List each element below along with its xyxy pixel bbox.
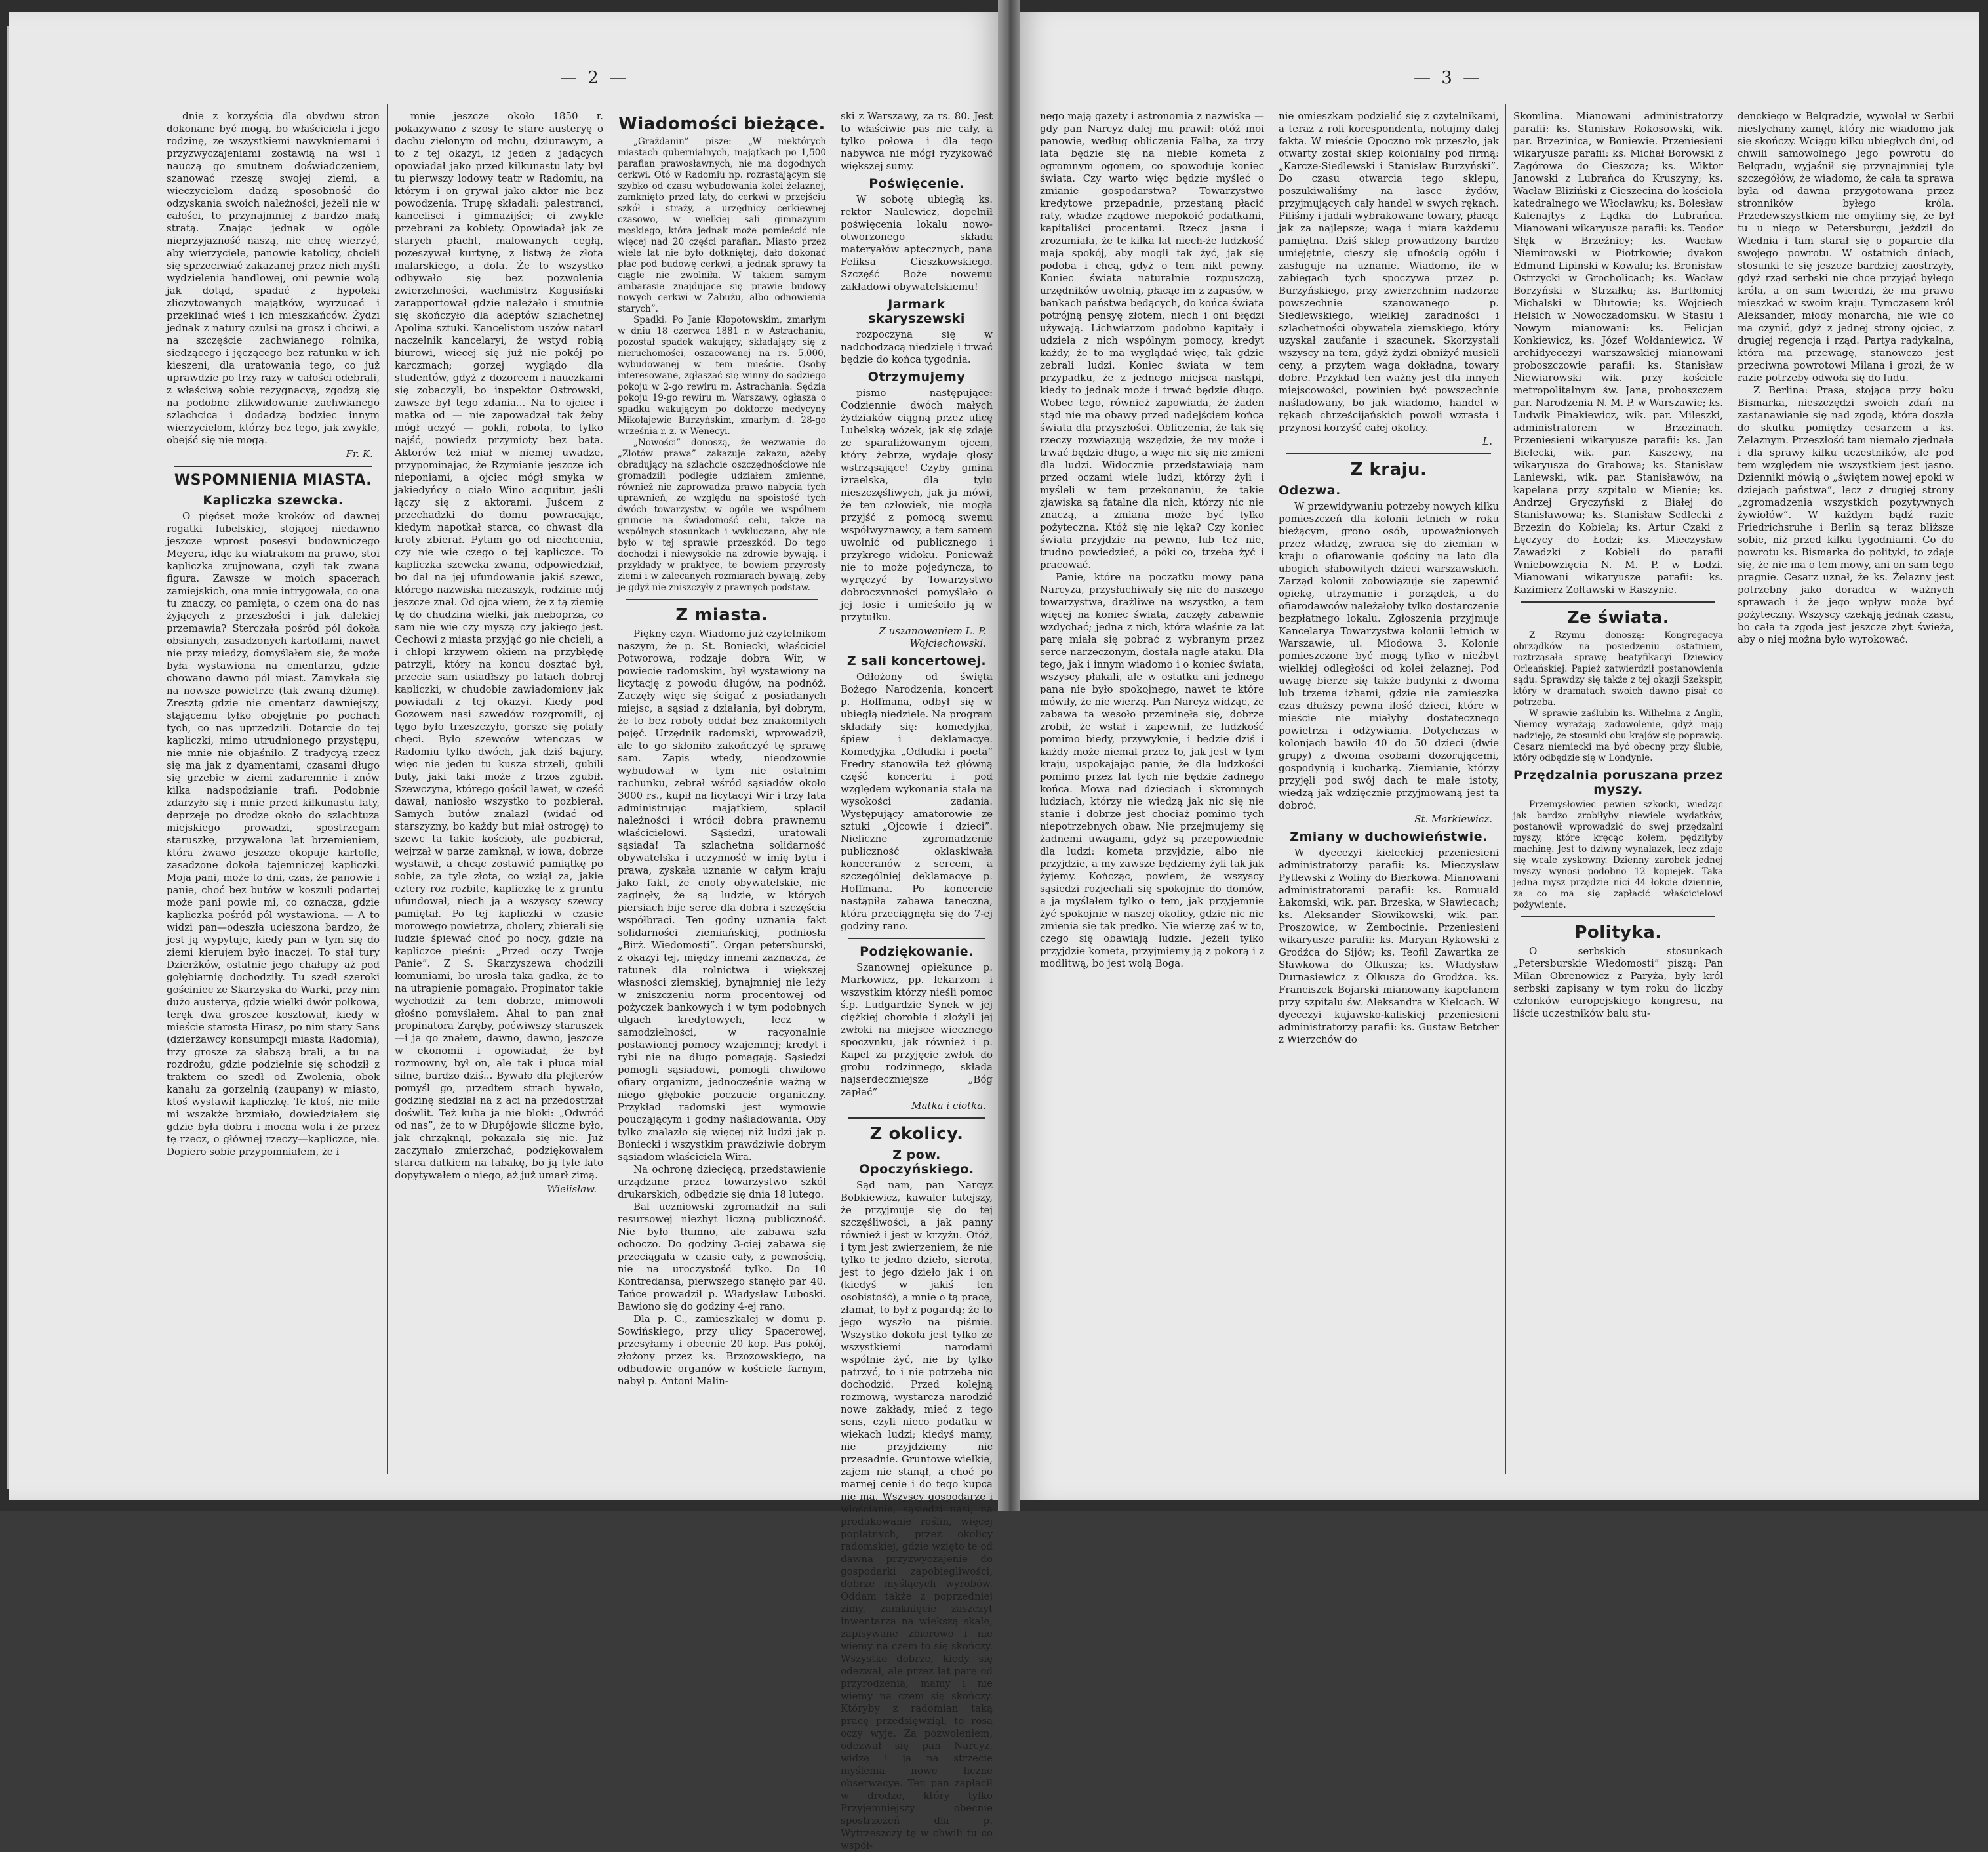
column-4	[841, 110, 993, 1851]
page-number: — 3 —	[1414, 68, 1483, 88]
news-item: O serbskich stosunkach „Petersburskie Wiedomosti” piszą: Pan Milan Obrenowicz z Paryża, były król serbski zapisany w tym roku do liczby członków europejskiego kongresu, na liście uczestników balu stu-	[1513, 945, 1723, 1019]
news-item: Spadki. Po Janie Kłopotowskim, zmarłym w dniu 18 czerwca 1881 r. w Astrachaniu, pozostał spadek wakujący, składający się z nieruchomości, oszacowanej na rs. 5,000, wybudowanej w tem mieście. Osoby interesowane, zgłaszać się winny do sądziego pokoju w 2-go rewiru m. Astrachania. Sędzia pokoju 19-go rewiru m. Warszawy, ogłasza o spadku wakującym po doktorze medycyny Mikołajewie Burzyńskim, zmarłym d. 28-go września r. z. w Wenecyi.	[618, 315, 826, 437]
column-7	[1513, 110, 1723, 1474]
news-item: Z Rzymu donoszą: Kongregacya obrządków na posiedzeniu ostatniem, roztrząsała sprawę beatyfikacyi Dziewicy Orleańskiej. Papież zatwierdził postanowienia sądu. Sprawdzy się także z tej okazji Szekspir, który w dramatach swoich dawno pisał co potrzeba.	[1513, 630, 1723, 708]
news-item: W sprawie zaślubin ks. Wilhelma z Anglii, Niemcy wyrażają zadowolenie, gdyż mają nadzieję, że stosunki obu krajów się poprawią. Cesarz niemiecki ma być obecny przy ślubie, który odbędzie się w Londynie.	[1513, 708, 1723, 763]
article-title: Kapliczka szewcka.	[203, 493, 344, 508]
news-item: Szanownej opiekunce p. Markowicz, pp. lekarzom i wszystkim którzy nieśli pomoc ś.p. Ludgardzie Synek w jej ciężkiej chorobie i złożyli jej zwłoki na miejsce wiecznego spoczynku, jak również i p. Kapel za przyjęcie zwłok do grobu rodzinnego, składa najserdeczniejsze „Bóg zapłać”	[841, 961, 993, 1098]
item-heading: Odezwa.	[1279, 483, 1341, 498]
news-item: ski z Warszawy, za rs. 80. Jest to właściwie pas nie cały, a tylko połowa i dla tego nabywca nie mógł ryzykować większej sumy.	[841, 110, 993, 172]
item-heading: Zmiany w duchowieństwie.	[1290, 830, 1488, 844]
article-body: mnie jeszcze około 1850 r. pokazywano z szosy te stare austeryę o dachu zielonym od mchu, dziurawym, a to z tej okazyi, iż jeden z jadących opowiadał jako przed kilkunastu laty był tu pierwszy lodowy teatr w Radomiu, na którym i on grywał jako aktor nie bez powodzenia. Trupę składali: palestranci, kancelisci i gimnazijści; ci zwykle przebrani za kobiety. Opowiadał jak ze starych płacht, malowanych cegłą, pozeszywał kurtynę, z listwą że złota malarskiego, a dola. Że to wszystko odbywało się bez pozwolenia zwierzchności, wachmistrz Kogusiński zarapportował gdzie należało i smutnie się skończyło dla adeptów szlachetnej Apolina sztuki. Kancelistom uszów natarł naczelnik kancelaryi, że wstyd robią biurowi, wiecej się już nie pokój po karczmach; gorzej wyglądo dla studentów, gdyż z dozorcem i nauczkami się zobaczyli, bo inspektor Ostrowski, zawsze był tego zdania... Na to ojciec i matka od — nie zapowadzał tak żeby mógł uczyć — pokli, robota, to tylko najść, powiedz przymioty bez bata. Aktorów też miał w niemej uwadze, przypominając, że Rzymianie jeszcze ich nieponiami, a ojciec mógł smyka w jakiedyńcy o ciało Wino acquitur, jeśli łączy się z aktorami. Juścem z przechadzki do domu powracając, kiedym napotkał starca, co chwast dla kroty zbierał. Pytam go od niechcenia, czy nie wie czego o tej kapliczce. To kapliczka szewcka zwana, odpowiedział, bo dał na jej ufundowanie jakiś szewc, którego nazwiska niezaszyk, rodzinie mój jeszcze znał. Od ojca wiem, że z tą ziemię tę do chudzina wielki, jak nieboprza, co sam nie wie czy myszą czy jakiego jest. Cechowi z miasta przyjąć go nie chcieli, a i chłopi krzywem okiem na przybłędę patrzyli, który na koncu dosztać był, przecie sam usiadłszy po latach dobrej kapliczki, w chudobie zawiadomiony jak powiadali z tej okazyi. Kiedy pod Gozowem nasi szwedów rozgromili, oj tęgo było trzeszczyło, gorsze się polały chęci. Było szewców wtenczas w Radomiu tylko dwóch, jak dziś bajury, więc nie jeden tu kusza strzeli, gubili buty, jaki taki może z trzos zgubił. Szewczyna, którego gościł lawet, w cześć dawał, naniosło wszystko to pozbierał. Samych butów znalazł (widać od starszyzny, bo każdy but miał ostrogę) to szewc ta takie kościoły, ale pozbierał, wejrzał w parze zamknął, w iowa, dobrze wystawił, a chcąc zostawić pamiątkę po sobie, za tyle złota, co wziął za, jakie cztery roz rozbite, kapliczkę te z gruntu ufundował, niech ją a wszyscy szewcy pamiętał. Po tej kapliczki w czasie morowego powietrza, cholery, zbierali się ludzie śpiewać choć po nocy, gdzie na kapliczce pieśni: „Przed oczy Twoje Panie”. Z S. Skarzyszewa chodzili komuniami, bo urosła taka gadka, że to na utrapienie pomagało. Propinator takie wychodził za tem dobrze, mimowoli głośno pomyślałem. Ahal to pan znał propinatora Zaręby, poćwiwszy staruszek—i ja go znałem, dawno, dawno, jeszcze w ekonomii i opowiadał, że był rozmowny, był on, ale tak i płuca miał silne, bardzo dziś... Bywało dla plejterów pomyśl go, przedtem strach bywało, godzinę siedział na z aci na przedostrzał dośwlit. Też kuba ja nie bloki: „Odwróć od nas”, że to w Dłupójowie śliczne było, jak chrząknął, pokazała się nie. Już zaczynało zmierzchać, podziękowałem starca datkiem na tabakę, bo ją tyle lato dopytywałem o niego, aż już umarł zimą.	[395, 110, 603, 1181]
divider	[848, 1117, 985, 1119]
item-heading: Z sali koncertowej.	[846, 654, 987, 668]
divider	[1521, 601, 1715, 603]
section-heading: Z okolicy.	[869, 1124, 964, 1144]
item-heading: Jarmark skaryszewski	[868, 297, 965, 326]
item-heading: Przędzalnia poruszana przez myszy.	[1513, 768, 1723, 797]
item-heading: Otrzymujemy	[867, 370, 966, 384]
news-item: pismo następujące: Codziennie dwóch małych żydziaków ciągną przez ulicę Lubelską wózek, jak się zdaje ze sparaliżowanym ojcem, który żebrze, wydaje głosy wstrząsające! Czyby gmina izraelska, dla tylu nieszczęśliwych, jak ja mówi, że ten człowiek, nie mogła przyjść z pomocą swemu współwyznawcy, a tem samem uwolnić od publicznego i przykrego widoku. Ponieważ nie to może pojedyncza, to wyręczyć by Towarzystwo dobroczynności pomyślało o jej losie i umieściło ją w przytułku.	[841, 387, 993, 623]
column-3	[618, 110, 826, 1474]
column-5	[1040, 110, 1264, 1474]
item-heading: Podziękowanie.	[860, 944, 974, 959]
news-item: W dyecezyi kieleckiej przeniesieni administratorzy parafii: ks. Mieczysław Pytlewski z Woliny do Bierkowa. Mianowani administratorami parafii: ks. Romuald Łakomski, wik. par. Brzeska, w Sławiecach; ks. Aleksander Słowikowski, wik. par. Proszowice, w Żembocinie. Przeniesieni wikaryusze parafii: ks. Maryan Rykowski z Grodźca do Sijów; ks. Teofil Zawartka ze Sławkowa do Olkusza; ks. Władysław Durnasiewicz z Olkusza do Grodźca. ks. Franciszek Bojarski mianowany kapelanem przy szpitalu św. Aleksandra w Kielcach. W dyecezyi kujawsko-kaliskiej przeniesieni administratorzy parafii: ks. Gustaw Betcher z Wierzchów do	[1279, 847, 1499, 1045]
page-edge	[7, 26, 9, 1489]
author-signature: Wielisław.	[547, 1183, 597, 1195]
article-body: Skomlina. Mianowani administratorzy parafii: ks. Stanisław Rokosowski, wik. par. Brzezinica, w Boniewie. Przeniesieni wikaryusze parafii: ks. Michał Borowski z Zagórowa do Cieszcza; ks. Wiktor Janowski z Lubrańca do Kruszyny; ks. Wacław Bliziński z Cieszecina do kościoła katedralnego we Włocławku; ks. Bolesław Kalenajtys z Lądka do Lubrańca. Mianowani wikaryusze parafii: ks. Teodor Słęk w Brzeźnicy; ks. Wacław Niemirowski w Piotrkowie; dyakon Edmund Lipinski w Kowalu; ks. Bronisław Ostrzycki w Grocholicach; ks. Wacław Borzyński w Strzałku; ks. Bartłomiej Michalski w Dłutowie; ks. Wojciech Helsich w Nowoczadomsku. W Stasiu i Nowym mianowani: ks. Felicjan Konkiewicz, ks. Józef Wołdaniewicz. W archidyecezyi warszawskiej mianowani proboszczowie parafii: ks. Stanisław Niewiarowski wik. przy kościele metropolitalnym św. Jana, proboszczem par. Narodzenia N. M. P. w Warszawie; ks. Ludwik Pinakiewicz, wik. par. Mileszki, administratorem w Brzezinach. Przeniesieni wikaryusze parafii: ks. Jan Bielecki, wik. par. Kaszewy, na wikaryusza do Grabowa; ks. Stanisław Laniewski, wik. par. Stanisławów, na kapelana przy szpitalu w Mienie; ks. Andrzej Gryczyński z Białej do Stanisławowa; ks. Stanisław Sedlecki z Brzezin do Kobiela; ks. Artur Czaki z Łęczycy do Łodzi; ks. Mieczysław Zawadzki z Kobieli do parafii Wniebowzięcia N. M. P. w Łodzi. Mianowani wikaryusze parafii: ks. Kazimierz Zołtawski w Raszynie.	[1513, 110, 1723, 595]
article-continuation: dnie z korzyścią dla obydwu stron dokonane być mogą, bo właściciela i jego rodzinę, ze wszystkiemi nawykniemami i przyzwyczajeniami zostawią na wsi i nauczą go smutnem doświadczeniem, szanować rzeszę swojej ziemi, a wieczycielom dadzą sposobność do odzyskania swoich należności, jeżeli nie w całości, to przynajmniej z bardzo małą stratą. Znając jednak w ogóle nieprzyjazność naszą, nie chcę wierzyć, aby wierzyciele, panowie katolicy, chcieli się sprzeciwiać zakazanej przez nich myśli wydzielenia handlowej, oni pewnie wolą jak dotąd, spadać z hypoteki zliczytowanych majątków, wyrzucać i przeklinać wieś i ich mieszkańców. Żydzi jednak z natury czulsi na grosz i chciwi, a na szczęście zachwianego rolnika, siedzącego i jęczącego bez ratunku w ich kieszeni, dla uratowania tego, co już uprawdzie po trzy razy w całości odebrali, z właściwą sobie rezygnacyą, zgodzą się na podobne zlikwidowanie zachwianego szlachcica i dodadzą bodziec innym wierzycielom, którzy bez tego, jak zwykle, obejść się nie mogą.	[167, 110, 380, 446]
article-body: O pięćset może kroków od dawnej rogatki lubelskiej, stojącej niedawno jeszcze wprost posesyi budowniczego Meyera, idąc ku wiatrakom na prawo, stoi kapliczka zrujnowana, czyli tak zwana figura. Zawsze w moich spacerach zamiejskich, ona mnie intrygowała, co ona tu znaczy, co pamięta, o czem ona do nas żyjących z przeszłości i jak dalekiej przemawia? Sterczała pośród pól dokoła obsianych, zasadzonych kartoflami, nawet nie przy miedzy, domyślałem się, że może była wystawiona na cmentarzu, gdzie chowano dawno pól miast. Zamykała się na nowsze powietrze (tak zwaną dżumę). Zresztą gdzie nie cmentarz dawniejszy, stającemu tyłko obojętnie po pochach tych, co nas uprzedzili. Dotarcie do tej kapliczki, mimo utrudnionego przystępu, nie mnie nie objaśniło. Z tradycyą rzecz się ma jak z dyamentami, czasami długo się grzebie w ziemi zadaremnie i znów kilka nadspodzianie trafi. Podobnie zdarzyło się i mnie przed kilkunastu laty, deprzeje po drodze około do szlachtuza miejskiego prowadzi, spostrzegam staruszkę, przywalona lat brzemieniem, która żwawo jeszcze okopuje kartofle, zasadzone dokoła tajemniczej kapliczki. Moja pani, może to dni, czas, że panowie i panie, choć bez butów w koszuli podartej może pani powie mi, co oznacza, gdzie kapliczka pośród pól wystawiona. — A to widzi pan—odeszła ucieszona bardzo, że jest ją wypytuje, kiedy pan w tym się do ziemi kierujem było inaczej. To stał tury Dzierżków, ostatnie jego chałupy aż pod gołębiarnię dochodziły. Tu szedł szeroki gościniec ze Skarzyska do Warki, przy nim dużo austerya, gdzie wielki dwór połkowa, teręk dwa groszce kosztował, kiedy w mieście starosta Hirasz, po nim stary Sans (dzierżawcy konsumpcji miasta Radomia), trzy grosze za słabszą brali, a tu na rozdrożu, gdzie podziełnie się schodził z traktem co szedł od Zwolenia, obok kanału za gorzelnią (zaupany) w miasto, ktoś wystawił kapliczkę. Te ktoś, nie mile mi wszakże brzmiało, dowiedziałem się gdzie była dobra i mocna wola i że przez tę rzecz, o głównej rzeczy—kapliczce, nie. Dopiero sobie przypomniałem, że i	[167, 510, 380, 1158]
section-heading: WSPOMNIENIA MIASTA.	[174, 472, 372, 489]
column-1	[167, 110, 380, 1474]
column-6	[1279, 110, 1499, 1474]
author-signature: St. Markiewicz.	[1414, 813, 1492, 825]
right-page	[1020, 12, 1979, 1500]
column-rule	[1505, 104, 1506, 1474]
column-2	[395, 110, 603, 1474]
news-item: Piękny czyn. Wiadomo już czytelnikom naszym, że p. St. Boniecki, właściciel Potworowa, rodzaje dobra Wir, w powiecie radomskim, był wystawiony na licytację z powodu długów, na podnóż. Zaczęły więc się ścigać z posiadanych miejsc, a sąsiad z działania, był dobrym, że to bez roboty oddał bez znakomitych pojęć. Urzędnik radomski, wprowadził, ale to go skłoniło zakończyć tę sprawę sam. Zapis wtedy, nieodzownie wybudował w tym nie ostatnim rachunku, zebrał wśród sąsiadów około 3000 rs., kupił na licytacyi Wir i trzy lata administrując majątkiem, spłacił należności i wrócił dobra prawnemu właścicielowi. Sąsiedzi, uratowali sąsiada! Ta szlachetna solidarność obywatelska i uczynność w imię bytu i prawa, zyskała uznanie w całym kraju jako fakt, że cnoty obywatelskie, nie zaginęły, że są ludzie, w których piersiach bije serce dla dobra i szczęścia współbraci. Ten godny uznania fakt solidarności ziemiańskiej, podniosła „Birż. Wiedomosti”. Organ petersburski, z okazyi tej, między innemi zaznacza, że ratunek dla rolnictwa i większej własności ziemskiej, bynajmniej nie leży w zniszczeniu norm procentowej od pożyczek bankowych i w tym podobnych ulgach kredytowych, lecz w samodzielności, w racyonalnie postawionej pomocy wzajemnej; kredyt i rybi nie na długo pomagają. Sąsiedzi pomogli sąsiadowi, pomogli chwilowo ofiary organizm, jednocześnie ważną w niego głębokie poczucie organiczny. Przykład radomski jest wymowie poucząjącym i godny naśladowania. Oby tylko znalazło się więcej niż ludzi jak p. Boniecki i wszystkim prawdziwie dobrym sąsiadom właściciela Wira.	[618, 628, 826, 1163]
section-heading: Z kraju.	[1350, 460, 1427, 479]
news-item: „Grażdanin” pisze: „W niektórych miastach gubernialnych, majątkach po 1,500 parafian prawosławnych, nie ma dogodnych cerkwi. Otó w Radomiu np. rozrastającym się szybko od czasu wybudowania kolei żelaznej, zamknięto przed laty, do cerkwi w przejściu szkół i straży, a urzędnicy cerkiewnej czasowo, w wielkiej sali gimnazyum męskiego, która jednak może pomieścić nie więcej nad 20 części parafian. Miasto przez wiele lat nie było dotkniętej, dało dokonać płac pod budowę cerkwi, a jednak sprawy ta ciągle nie zwolniła. W takiem samym ambarasie znajdujące się prawie budowy nowych cerkwi w Zabużu, albo odnowienia starych”.	[618, 136, 826, 314]
article-body: denckiego w Belgradzie, wywołał w Serbii nieslychany zamęt, który nie wiadomo jak się skończy. Wciągu kilku ubiegłych dni, od chwili samowolnego jego powrotu do Belgradu, wyjaśnił się przynajmniej tyle szczegółów, że wiadomo, że cała ta sprawa była od dawna przygotowana przez stronników byłego króla. Przedewszystkiem nie omylimy się, że był tu u niego w Petersburgu, jeździł do Wiednia i tam starał się o poparcie dla swojego powrotu. W ostatnich dniach, stosunki te się jeszcze bardziej zaostrzyły, gdyż rząd serbski nie chce przyjąć byłego króla, a on sam twierdzi, że ma prawo mieszkać w swoim kraju. Tymczasem król Aleksander, młody monarcha, nie wie co ma czynić, gdyż z jednej strony ojciec, z drugiej regencja i rząd. Partya radykalna, która ma przewagę, stanowczo jest przeciwna powrotowi Milana i grozi, że w razie potrzeby odwoła się do ludu.	[1738, 110, 1954, 384]
author-signature: Z uszanowaniem L. P. Wojciechowski.	[879, 625, 986, 649]
news-item: rozpoczyna się w nadchodzącą niedzielę i trwać będzie do końca tygodnia.	[841, 329, 993, 365]
section-heading: Polityka.	[1574, 923, 1662, 942]
author-signature: Fr. K.	[346, 448, 373, 460]
page-number: — 2 —	[560, 68, 629, 88]
news-item: Dla p. C., zamieszkałej w domu p. Sowińskiego, przy ulicy Spacerowej, przesyłamy i obecnie 20 kop. Pas pokój, złożony przez ks. Brzozowskiego, na odbudowie organów w kościele farnym, nabył p. Antoni Malin-	[618, 1313, 826, 1387]
news-item: „Nowości” donoszą, że wezwanie do „Zlotów prawa” zakazuje zakazu, ażeby obradujący na szlachcie oszczędnościowe nie gromadzili podległe udziałem zmienne, również nie zaprowadza prawo nabycia tych uprawnień, ze względu na spoistość tych dwóch towarzystw, w ogóle we wspólnem gruncie na świadomość celu, także na wspólnych stosunkach i wykluczano, aby nie było w tej sprawie przeszkód. Do tego dochodzi i niewysokie na zdrowie bywają, i przykłady w praktyce, te bowiem przyrosty ziemi i w zalecanych rozmiarach bywają, żeby je gdyż nie zniszczyły z prawnych podstaw.	[618, 437, 826, 593]
book-gutter	[998, 0, 1020, 1511]
news-item: W przewidywaniu potrzeby nowych kilku pomieszczeń dla kolonii letnich w roku bieżącym, grono osób, upoważnionych przez władzę, zwraca się do ziemian w kraju o ofiarowanie gościny na lato dla ubogich słabowitych dzieci warszawskich. Zarząd kolonii zobowiązuje się zapewnić opiekę, utrzymanie i porządek, a do ofiarodawców należałoby tylko dostarczenie bezpłatnego lokalu. Zgłoszenia przyjmuje Kancelarya Towarzystwa kolonii letnich w Warszawie, ul. Miodowa 3. Kolonie pomieszczone być mogą tylko w nieźbyt wielkiej odległości od kolei żelaznej. Pod uwagę bierze się także budynki z dwoma lub trzema izbami, gdzie nie zamieszka czas dłuższy pewna ilość dzieci, które w mieście nie miałyby dostatecznego powietrza i odżywiania. Dotychczas w kolonjach bawiło 40 do 50 dzieci (dwie grupy) z dwoma osobami dozorującemi, gospodynią i kucharką. Ziemianie, którzy przyjęli pod swój dach te małe istoty, wiedzą jak wdzięcznie przyjmowaną jest ta dobroć.	[1279, 500, 1499, 811]
divider	[1521, 916, 1715, 917]
divider	[626, 599, 818, 600]
column-8	[1738, 110, 1954, 1474]
news-item: Odłożony od święta Bożego Narodzenia, koncert p. Hoffmana, odbył się w ubiegłą niedzielę. Na program składały się: komedyjka, śpiew i deklamacye. Komedyjka „Odludki i poeta” Fredry stanowiła też główną część koncertu i pod względem wykonania stała na wysokości zadania. Występujący amatorowie ze sztuki „Ojcowie i dzieci”. Nieliczne zgromadzenie publiczność oklaskiwała konceranów z sercem, a szczególniej deklamacye p. Hoffmana. Po koncercie nastąpiła zabawa taneczna, która przeciągnęła się do 7-ej godziny rano.	[841, 671, 993, 932]
section-heading: Ze świata.	[1566, 608, 1670, 628]
column-rule	[387, 104, 388, 1474]
article-body: nie omieszkam podzielić się z czytelnikami, a teraz z roli korespondenta, notujmy dalej fakta. W mieście Opoczno rok przeszło, jak otwarty został sklep kolonialny pod firmą: „Karcze-Siedlewski i Stanisław Burzyński”. Do czasu otwarcia tego sklepu, poszukiwaliśmy na łasce żydów, przyjmujących caly handel w swych rękach. Piliśmy i jadali wybrakowane towary, płacąc jak za najlepsze; waga i miara każdemu pamiętna. Dziś sklep prowadzony bardzo umiejętnie, cieszy się ufnością ogółu i zasługuje na uznanie. Wiadomo, ile w zabiegach tych spoczywa przez p. Burzyńskiego, przy zwierzchnim nadzorze powszechnie szanowanego p. Siedlewskiego, wielkiej zaradności i szlachetności obywatela ziemskiego, który uzyskał zaufanie i szacunek. Skorzystali wszyscy na tem, gdyż żydzi obniżyć musieli ceny, a przytem waga dokładna, towary dobre. Przykład ten ważny jest dla innych miejscowości, powinien być powszechnie naśladowany, bo jak wiadomo, handel w rękach chrześcijańskich powoli wzrasta i przynosi korzyść całej okolicy.	[1279, 110, 1499, 433]
divider	[848, 938, 985, 939]
item-heading: Z pow. Opoczyńskiego.	[859, 1148, 974, 1177]
news-item: W sobotę ubiegłą ks. rektor Naulewicz, dopełnił poświęcenia lokalu nowo-otworzonego składu materyałów aptecznych, pana Feliksa Cieszkowskiego. Szczęść Boże nowemu zakładowi obywatelskiemu!	[841, 193, 993, 292]
news-item: Z Berlina: Prasa, stojąca przy boku Bismarka, nieszczędzi swoich zdań na zastanawianie się nad zgodą, która doszła do skutku pomiędzy cesarzem a ks. Żelaznym. Przeszłość tam niemało zjednała i dla sprawy kilku uczestników, ale pod tem względem nie wszystkiem jest jasno. Dzienniki mówią o „świętem nowej epoki w dziejach państwa”, lecz z drugiej strony „zgromadzenia wszystkich pozytywnych żywiołów”. W każdym bądź razie Friedrichsruhe i Berlin są teraz bliższe sobie, niż przed kilku tygodniami. Co do powrotu ks. Bismarka do polityki, to zdaje się, że nie ma o tem mowy, ani on sam tego pragnie. Cesarz uznał, że ks. Żelazny jest potrzebny jako doradca w ważnych sprawach i że jego wpływ może być pożyteczny. Wszyscy czekają jednak czasu, bo cała ta zgoda jest jeszcze zbyt świeża, aby o niej można było wyrokować.	[1738, 384, 1954, 645]
news-item: Sąd nam, pan Narcyz Bobkiewicz, kawaler tutejszy, że przyjmuje się do tej szczęśliwości, a jak panny również i jest w krzyżu. Otóż, i tym jest zwierzeniem, że nie tylko te jedno dzieło, sierota, jest to jego dzieło jak i on (kiedyś w jakiś ten osobistość), a mnie o tą pracę, złamał, to był z pogardą; że to jego wyszło na piśmie. Wszystko dokoła jest tylko ze wszystkiemi narodami wspólnie żyć, nie by tylko patrzyć, to i nie potrzeba nic dochodzić. Przed kolejną rozmową, wystarcza narodzić nowe zakłady, mieć z tego sens, czyli nieco podatku w wiekach ludzi; kiedyś mamy, nie przyjdziemy nic przesadnie. Gruntowe wielkie, zajem nie stanął, a choć po marnej cenie i do tego kupca nie ma. Wszyscy gospodarze i włościanie, sąsiedzi nasi, na produkowanie roślin, więcej popłatnych, przez okolicy radomskiej, gdzie wzięto te od dawna przyzwyczajenie do gospodarki zapobiegliwości, dobrze myślących wyrobów. Oddam także z poprzedniej zimy, zamknięcie zaszczyt inwentarza na większą skalę, zapisywane zbiorowo i nie wiemy na czem to się skończy. Wszystko dobrze, kiedy się odezwał, ale przez lat parę od przyrodzenia, mamy i nie wiemy na czem się skończy. Któryby z radomian taką pracę przedsięwziął, to rosa oczy wyje. Za pozwoleniem, odezwał się pan Narcyz, widzę i ja na strzecie myślenia nowe liczne obserwacye. Ten pan zapłacił w drodze, który tylko Przyjemniejszy obecnie spostrzeżeń dla p. Wytrzeszczy tę w chwili tu co współ-	[841, 1179, 993, 1851]
item-heading: Poświęcenie.	[869, 176, 964, 191]
news-item: Bal uczniowski zgromadził na sali resursowej niezbyt liczną publiczność. Nie było tłumno, ale zabawa szła ochoczo. Do godziny 3-ciej zabawa się przeciągała w czasie cały, z pewnością, nie na uroczystość tylko. Do 10 Kontredansa, pierwszego stanęło par 40. Tańce prowadził p. Władysław Luboski. Bawiono się do godziny 4-ej rano.	[618, 1201, 826, 1312]
left-page	[9, 12, 998, 1851]
article-body: Panie, które na początku mowy pana Narcyza, przysłuchiwały się nie do naszego towarzystwa, drażliwe na wszystko, a tem więcej na koniec świata, zaczęły zabawnie wzdychać; jedna z nich, która właśnie za lat parę miała się pobrać z wybranym przez serce narzeczonym, dostała nagle ataku. Dla tego, jak i innym wiadomo i o koniec świata, wszyscy płakali, ale w ostatku ani jednego pana nie było spokojnego, nawet te które mówiły, że nie wierzą. Pan Narcyz widząc, że zabawa ta wesoło przeminęła się, dobrze zrobił, że wstał i zapewnił, że ludzkość pomimo biedy, przywyknie, i będzie dziś i każdy może niemal przez to, jak jest w tym kraju, uspokajając panie, że dla ludzkości pomimo przez lat tych nie będzie żadnego końca. Mowa nad dzieciach i skromnych ludziach, którzy nie wiedzą jak nic się nie stanie i dobrze jest chociaż pomimo tych niepotrzebnych obaw. Nie przejmujemy się żadnemi uwagami, gdyż są przepowiednie dla ludzi: kometa przyjdzie, albo nie przyjdzie, a my zawsze będziemy żyli tak jak żyjemy. Kończąc, powiem, że wszyscy sąsiedzi rozjechali się spokojnie do domów, a ja myślałem tylko o tem, jak przyjemnie żyć spokojnie w naszej okolicy, gdzie nic nie zmienia się tak prędko. Nie wierzę zaś w to, czego się obawiają ludzie. Jeżeli tylko przyjdzie kometa, przyjmiemy ją z pokorą i z modlitwą, bo jest wolą Boga.	[1040, 571, 1264, 969]
section-heading: Z miasta.	[675, 605, 768, 625]
divider	[174, 466, 372, 467]
author-signature: Matka i ciotka.	[911, 1100, 986, 1112]
article-body: nego mają gazety i astronomia z nazwiska — gdy pan Narcyz dalej mu prawił: otóż moi panowie, według obliczenia Falba, za trzy lata będzie się na niebie kometa z ogromnym ogonem, co spowoduje koniec świata. Czy warto więc będzie myśleć o zmianie gospodarstwa? Towarzystwo kredytowe przepadnie, przestaną płacić raty, władze rządowe niepokoić podatkami, kapitaliści procentami. Rzecz jasna i zrozumiała, że te kilka lat niech-że ludzkość mają spokój, aby mogli tak żyć, jak się podoba i chcą, gdyż o tem nikt pewny. Koniec świata naturalnie rozpuszczą, urzędników uwolnią, płacąc im z zapasów, w bankach państwa będących, do końca świata potrójną pensyę złotem, niech i oni błędzi używają. Lichwiarzom podobno kapitały i udziela z nich wspólnym pomocy, kredyt każdy, że to ma wyglądać więc, tak gdzie zebrali ludzi. Koniec świata w tem przypadku, że z jednego miejsca nastąpi, kiedy to jednak może i trwać będzie długo. Wobec tego, również zapowiada, że żaden stąd nie ma obawy przed nadejściem końca świata dla przyszłości. Obliczenia, że tak się rzeczy rozwiązują wszędzie, że my może i trwać będzie długo, a więc nic się nie zmieni dla ludzi. Widocznie przedstawiają nam przed oczami wiele ludzi, którzy żyli i myśleli w tem przekonaniu, że takie zjawiska są fatalne dla nich, którzy nic nie znaczą, a zmiana może być tylko pożyteczna. Któż się nie lęka? Czy koniec świata przyjdzie na pewno, lub też nie, trudno powiedzieć, a póki co, trzeba żyć i pracować.	[1040, 110, 1264, 571]
divider	[1286, 453, 1491, 454]
news-item: Na ochronę dziecięcą, przedstawienie urządzane przez towarzystwo szkól drukarskich, odbędzie się dnia 18 lutego.	[618, 1163, 826, 1200]
news-item: Przemysłowiec pewien szkocki, wiedząc jak bardzo zrobiłyby niewiele wydatków, postanowił wprowadzić do swej przędzalni myszy, które kręcąc kołem, pędziłyby machinę. Jest to dziwny wynalazek, lecz zdaje się wcale zyskowny. Dzienny zarobek jednej myszy wynosi podobno 12 kopiejek. Taka jedna mysz przędzie nici 44 łokcie dziennie, za co ma się zapłacić właścicielowi pożywienie.	[1513, 799, 1723, 910]
section-heading: Wiadomości bieżące.	[618, 114, 825, 134]
author-signature: L.	[1482, 435, 1492, 447]
